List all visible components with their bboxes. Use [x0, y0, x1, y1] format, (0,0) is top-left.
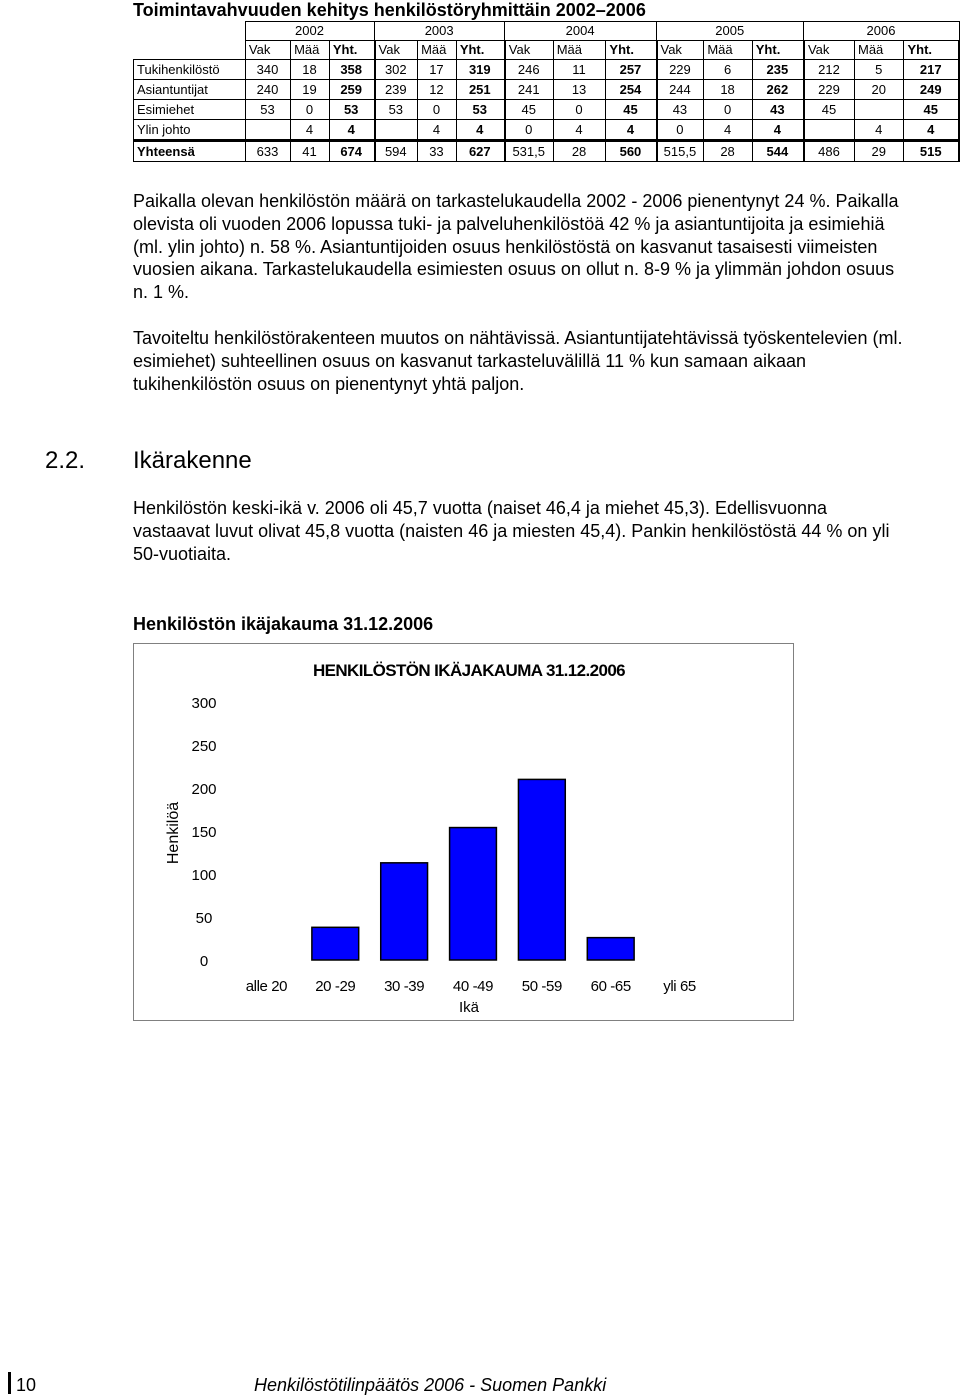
table-cell: 4	[704, 120, 752, 141]
table-cell: 544	[752, 141, 804, 162]
bar-2	[381, 863, 428, 960]
x-tick-label: 60 -65	[590, 978, 631, 995]
table-cell: 239	[375, 80, 418, 100]
sub-header-row	[134, 41, 960, 60]
table-cell: 251	[456, 80, 504, 100]
table-cell: 257	[606, 60, 657, 80]
y-tick-label: 100	[191, 867, 217, 884]
x-axis-label: Ikä	[458, 999, 480, 1016]
sub-header: Mää	[291, 41, 330, 60]
paragraph-average-age: Henkilöstön keski-ikä v. 2006 oli 45,7 vuotta (naiset 46,4 ja miehet 45,3). Edellisvuonna vastaavat luvut olivat 45,8 vuotta (naisten 46 ja miesten 45,4). Pankin henkilöstöstä 44 % on yli 50-vuotiaita.	[133, 498, 890, 564]
table-cell: 0	[291, 100, 330, 120]
sub-header: Vak	[375, 41, 418, 60]
chart-caption: Henkilöstön ikäjakauma 31.12.2006	[133, 614, 434, 634]
table-cell: 53	[375, 100, 418, 120]
sub-header: Mää	[553, 41, 606, 60]
table-cell: 45	[904, 100, 959, 120]
x-tick-label: 20 -29	[315, 978, 356, 995]
year-header: 2006	[804, 22, 959, 41]
table-cell: 0	[553, 100, 606, 120]
table-cell: 217	[904, 60, 959, 80]
table-cell: 4	[904, 120, 959, 141]
bar-5	[587, 938, 634, 960]
table-cell: 674	[329, 141, 374, 162]
table-row	[134, 60, 960, 80]
table-cell: 5	[855, 60, 904, 80]
table-cell: 246	[505, 60, 553, 80]
sub-header: Mää	[704, 41, 752, 60]
x-tick-label: alle 20	[245, 978, 288, 995]
table-cell: 4	[553, 120, 606, 141]
sub-header: Yht.	[456, 41, 504, 60]
age-distribution-chart	[133, 643, 794, 1021]
table-title: Toimintavahvuuden kehitys henkilöstöryhmittäin 2002–2006	[133, 0, 646, 20]
table-cell: 515,5	[657, 141, 704, 162]
table-cell: 43	[752, 100, 804, 120]
footer-rule	[8, 1372, 11, 1394]
x-tick-label: 40 -49	[452, 978, 494, 995]
table-cell: 627	[456, 141, 504, 162]
x-tick-label: 30 -39	[384, 978, 425, 995]
table-cell: 17	[418, 60, 457, 80]
table-cell: 240	[245, 80, 290, 100]
table-cell: 244	[657, 80, 704, 100]
paragraph-structure-change: Tavoiteltu henkilöstörakenteen muutos on nähtävissä. Asiantuntijatehtävissä työskentelevien (ml. esimiehet) suhteellinen osuus on kasvanut tarkasteluvälillä 11 % kun samaan aikaan tukihenkilöstön osuus on pienentynyt yhtä paljon.	[133, 328, 903, 394]
table-cell: 0	[657, 120, 704, 141]
table-row	[134, 80, 960, 100]
table-cell: 45	[606, 100, 657, 120]
y-tick-label: 200	[191, 781, 217, 798]
sub-header: Yht.	[329, 41, 374, 60]
table-cell: 11	[553, 60, 606, 80]
table-cell: 0	[704, 100, 752, 120]
table-cell	[855, 100, 904, 120]
y-tick-label: 250	[191, 738, 217, 755]
table-cell: 43	[657, 100, 704, 120]
table-cell: 560	[606, 141, 657, 162]
table-row	[134, 100, 960, 120]
table-cell: 53	[329, 100, 374, 120]
table-cell: 4	[291, 120, 330, 141]
table-cell: 45	[804, 100, 855, 120]
x-tick-label: 50 -59	[521, 978, 562, 995]
table-cell: 229	[804, 80, 855, 100]
table-cell: 319	[456, 60, 504, 80]
section-number: 2.2.	[45, 447, 86, 474]
row-label: Tukihenkilöstö	[134, 60, 246, 80]
bar-1	[312, 927, 359, 960]
table-total-row	[134, 141, 960, 162]
table-cell: 45	[505, 100, 553, 120]
table-cell: 302	[375, 60, 418, 80]
table-cell: 262	[752, 80, 804, 100]
table-cell: 4	[752, 120, 804, 141]
y-axis-label: Henkilöä	[165, 801, 182, 865]
sub-header: Vak	[245, 41, 290, 60]
table-cell: 531,5	[505, 141, 553, 162]
table-cell: 4	[418, 120, 457, 141]
sub-header: Vak	[657, 41, 704, 60]
table-cell: 0	[505, 120, 553, 141]
x-tick-label: yli 65	[663, 978, 696, 995]
table-cell: 19	[291, 80, 330, 100]
row-label: Esimiehet	[134, 100, 246, 120]
table-cell: 235	[752, 60, 804, 80]
y-tick-label: 50	[195, 910, 213, 927]
y-tick-label: 150	[191, 824, 217, 841]
year-header-row	[134, 22, 960, 41]
table-cell: 515	[904, 141, 959, 162]
table-cell: 33	[418, 141, 457, 162]
row-label: Yhteensä	[134, 141, 246, 162]
table-cell	[245, 120, 290, 141]
chart-title: HENKILÖSTÖN IKÄJAKAUMA 31.12.2006	[312, 661, 626, 680]
sub-header: Yht.	[904, 41, 959, 60]
table-cell: 633	[245, 141, 290, 162]
sub-header: Vak	[505, 41, 553, 60]
table-cell: 28	[704, 141, 752, 162]
table-cell: 4	[329, 120, 374, 141]
table-cell: 4	[855, 120, 904, 141]
paragraph-staff-development: Paikalla olevan henkilöstön määrä on tarkastelukaudella 2002 - 2006 pienentynyt 24 %. Paikalla olevista oli vuoden 2006 lopussa tuki- ja palveluhenkilöstöä 42 % ja asiantuntijoita ja esimiehiä (ml. ylin johto) n. 58 %. Asiantuntijoiden osuus henkilöstöstä on kasvanut tasaisesti viimeisten vuosien aikana. Tarkastelukaudella esimiesten osuus on ollut n. 8-9 % ja ylimmän johdon osuus n. 1 %.	[133, 191, 899, 303]
bar-4	[518, 779, 565, 960]
bar-3	[450, 828, 497, 960]
table-cell: 340	[245, 60, 290, 80]
table-cell: 18	[291, 60, 330, 80]
sub-header: Mää	[855, 41, 904, 60]
year-header: 2003	[375, 22, 505, 41]
table-cell: 28	[553, 141, 606, 162]
table-cell: 53	[456, 100, 504, 120]
empty-corner-cell	[134, 22, 246, 41]
year-header: 2004	[505, 22, 657, 41]
row-label: Asiantuntijat	[134, 80, 246, 100]
table-cell: 254	[606, 80, 657, 100]
staff-strength-table	[133, 21, 960, 162]
table-cell: 4	[606, 120, 657, 141]
empty-corner-cell	[134, 41, 246, 60]
table-cell: 41	[291, 141, 330, 162]
sub-header: Mää	[418, 41, 457, 60]
table-cell	[804, 120, 855, 141]
table-cell	[375, 120, 418, 141]
year-header: 2002	[245, 22, 374, 41]
table-cell: 4	[456, 120, 504, 141]
table-cell: 20	[855, 80, 904, 100]
table-cell: 358	[329, 60, 374, 80]
page-number: 10	[16, 1375, 37, 1395]
y-tick-label: 0	[199, 953, 209, 970]
table-cell: 229	[657, 60, 704, 80]
table-row	[134, 120, 960, 141]
table-cell: 18	[704, 80, 752, 100]
table-cell: 53	[245, 100, 290, 120]
table-cell: 6	[704, 60, 752, 80]
y-tick-label: 300	[191, 695, 217, 712]
sub-header: Yht.	[752, 41, 804, 60]
footer-title: Henkilöstötilinpäätös 2006 - Suomen Pankki	[254, 1375, 607, 1395]
table-cell: 12	[418, 80, 457, 100]
table-cell: 486	[804, 141, 855, 162]
year-header: 2005	[657, 22, 804, 41]
sub-header: Vak	[804, 41, 855, 60]
table-cell: 594	[375, 141, 418, 162]
section-title: Ikärakenne	[133, 447, 252, 474]
sub-header: Yht.	[606, 41, 657, 60]
table-cell: 241	[505, 80, 553, 100]
table-cell: 13	[553, 80, 606, 100]
table-cell: 259	[329, 80, 374, 100]
table-cell: 249	[904, 80, 959, 100]
chart-canvas	[134, 644, 795, 1022]
table-cell: 212	[804, 60, 855, 80]
table-cell: 0	[418, 100, 457, 120]
table-cell: 29	[855, 141, 904, 162]
row-label: Ylin johto	[134, 120, 246, 141]
